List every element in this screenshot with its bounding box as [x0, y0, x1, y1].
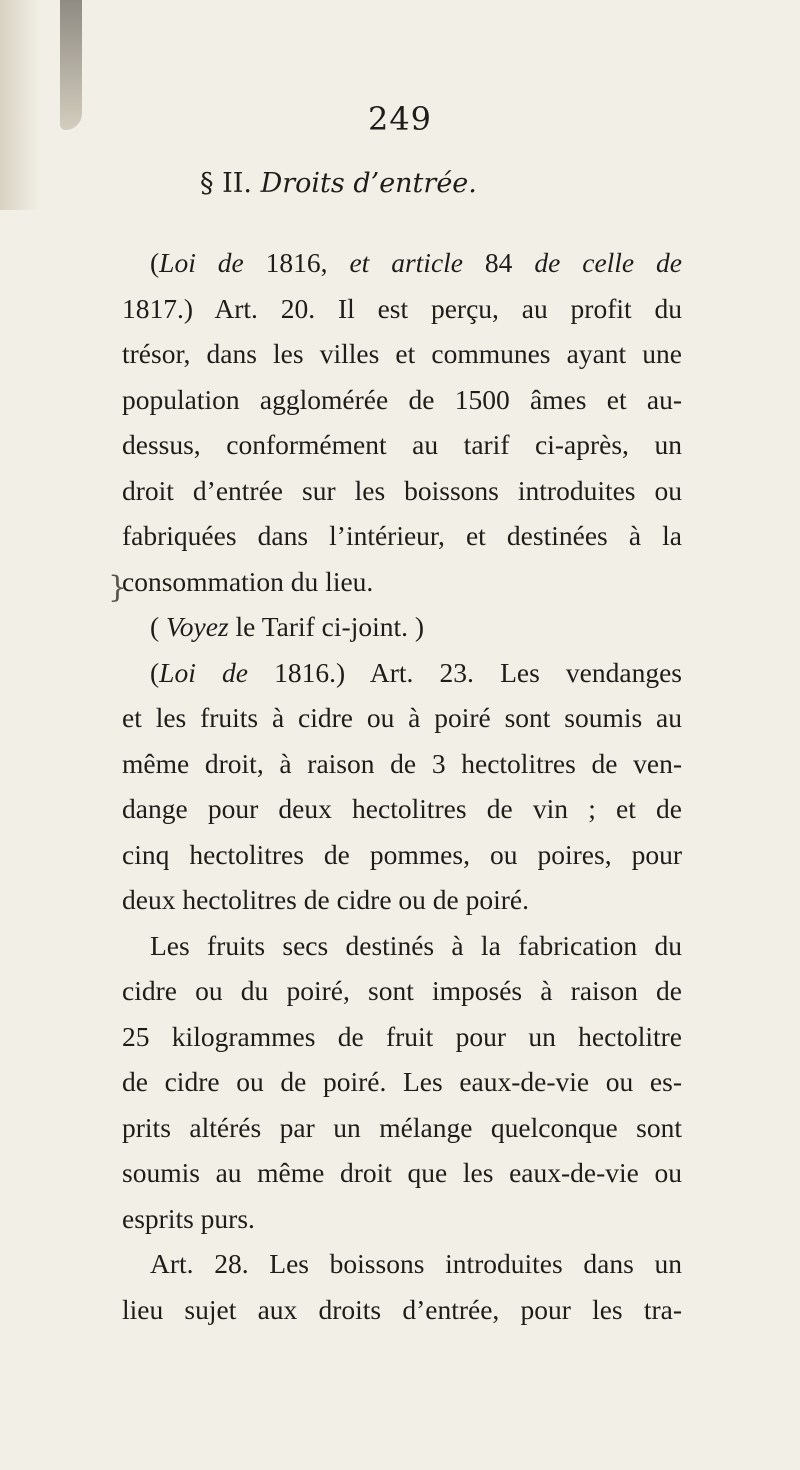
text-line: Les fruits secs destinés à la fabrication du: [150, 929, 682, 961]
text-line: deux hectolitres de cidre ou de poiré.: [122, 884, 529, 915]
text-line: cinq hectolitres de pommes, ou poires, pour: [122, 838, 682, 870]
text-line: dange pour deux hectolitres de vin ; et de: [122, 793, 682, 824]
body-text: [122, 240, 682, 1332]
text-line: même droit, à raison de 3 hectolitres de ven-: [122, 747, 682, 779]
article-ref: et article: [349, 247, 464, 278]
article-text: 1816.) Art. 23. Les vendanges: [247, 656, 683, 688]
margin-bracket-icon: }: [108, 570, 128, 605]
paren: (: [150, 656, 160, 688]
text-line: prits altérés par un mélange quelconque sont: [122, 1111, 682, 1143]
section-number: § II.: [200, 168, 252, 199]
paren: (: [150, 611, 167, 642]
text-line: 25 kilogrammes de fruit pour un hectolitre: [122, 1020, 682, 1052]
text-line: esprits purs.: [122, 1202, 255, 1234]
text-line: trésor, dans les villes et communes ayant une: [122, 338, 682, 369]
year: 1816,: [243, 247, 350, 278]
text-line: 1817.) Art. 20. Il est perçu, au profit du: [122, 292, 682, 324]
text-line: soumis au même droit que les eaux-de-vie ou: [122, 1157, 682, 1188]
text-line: lieu sujet aux droits d’entrée, pour les tra-: [122, 1293, 682, 1325]
text-line: cidre ou du poiré, sont imposés à raison de: [122, 975, 682, 1006]
text-line: et les fruits à cidre ou à poiré sont soumis au: [122, 702, 682, 733]
text-line: fabriquées dans l’intérieur, et destinées à la: [122, 520, 682, 551]
text-line: [122, 240, 682, 286]
section-title: Droits d’entrée.: [260, 168, 477, 199]
text-line: de cidre ou de poiré. Les eaux-de-vie ou es-: [122, 1066, 682, 1097]
text-line: consommation du lieu.: [122, 565, 374, 597]
page-number: 249: [367, 100, 433, 138]
text-line: population agglomérée de 1500 âmes et au-: [122, 383, 682, 415]
text-line: Art. 28. Les boissons introduites dans un: [150, 1248, 682, 1279]
text-line: [122, 604, 682, 650]
tarif-ref: le Tarif ci-joint. ): [228, 611, 425, 642]
section-heading: [200, 168, 477, 199]
article-number: 84: [463, 247, 535, 278]
paren: (: [150, 247, 160, 278]
law-ref: Loi de: [159, 247, 244, 278]
text-line: dessus, conformément au tarif ci-après, un: [122, 429, 682, 460]
voyez-word: Voyez: [166, 611, 229, 642]
text-line: [122, 650, 682, 696]
law-ref: Loi de: [159, 656, 248, 688]
law-ref: de celle de: [534, 247, 683, 278]
text-line: droit d’entrée sur les boissons introduites ou: [122, 474, 682, 506]
